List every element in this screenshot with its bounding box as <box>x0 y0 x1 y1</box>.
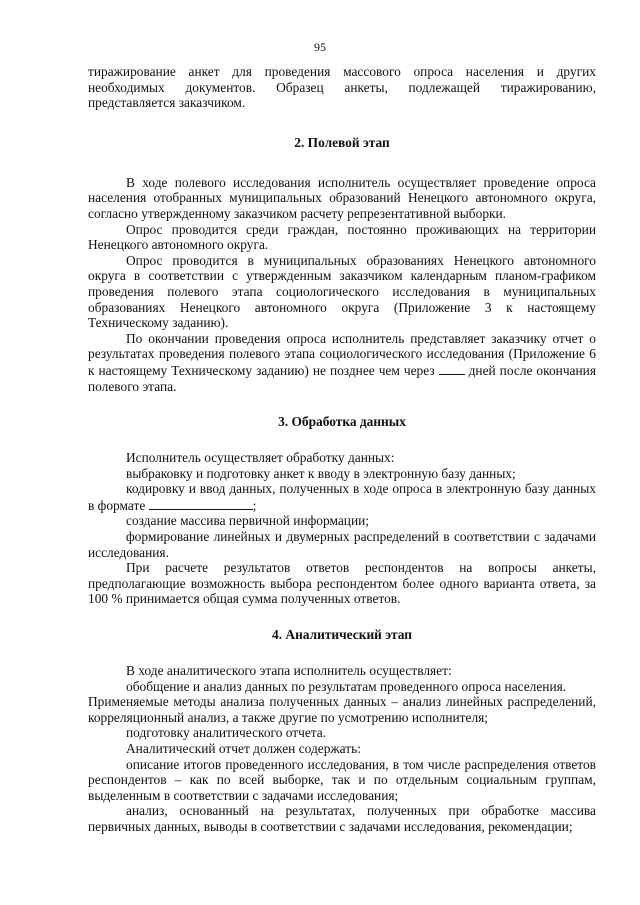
section-title-field-stage: 2. Полевой этап <box>294 134 390 150</box>
field-stage-paragraph-4-start: По окончании проведения опроса исполнитель представляет заказчику отчет о результатах проведения полевого этапа социологического исследования (Приложение 6 к настоящему Техническому заданию) не позднее чем через <box>88 330 596 378</box>
processing-paragraph-4: создание массива первичной информации; <box>126 513 370 529</box>
processing-paragraph-6: При расчете результатов ответов респондентов на вопросы анкеты, предполагающие возможность выбора респондентом более одного варианта ответа, за 100 % принимается общая сумма полученных ответов. <box>88 560 596 607</box>
analytical-paragraph-2: обобщение и анализ данных по результатам проведенного опроса населения. <box>126 678 567 694</box>
analytical-paragraph-7: анализ, основанный на результатах, полученных при обработке массива первичных данных, выводы в соответствии с задачами исследования, рекомендации; <box>88 803 596 834</box>
field-stage-paragraph-1: В ходе полевого исследования исполнитель осуществляет проведение опроса населения отобранных муниципальных образований Ненецкого автономного округа, согласно утвержденному заказчиком расчету репрезентативной выборки. <box>88 174 596 221</box>
intro-paragraph: тиражирование анкет для проведения массового опроса населения и других необходимых документов. Образец анкеты, подлежащей тиражированию, представляется заказчиком. <box>88 64 596 111</box>
field-stage-paragraph-4 <box>88 331 596 394</box>
analytical-paragraph-4: подготовку аналитического отчета. <box>126 725 327 741</box>
document-body <box>88 64 596 835</box>
blank-format-field <box>149 497 253 510</box>
field-stage-paragraph-2: Опрос проводится среди граждан, постоянно проживающих на территории Ненецкого автономного округа. <box>88 221 596 253</box>
field-stage-paragraph-3: Опрос проводится в муниципальных образованиях Ненецкого автономного округа в соответствии с утвержденным заказчиком календарным планом-графиком проведения полевого этапа социологического исследования в муниципальных образованиях Ненецкого автономного округа (Приложение 3 к настоящему Техническому заданию). <box>88 252 596 331</box>
analytical-paragraph-1: В ходе аналитического этапа исполнитель осуществляет: <box>126 663 452 679</box>
processing-paragraph-3-start: кодировку и ввод данных, полученных в ходе опроса в электронную базу данных в формате <box>88 481 596 513</box>
processing-paragraph-3 <box>88 481 596 513</box>
page-number: 95 <box>314 40 326 54</box>
analytical-paragraph-6: описание итогов проведенного исследования, в том числе распределения ответов респондентов – как по всей выборке, так и по отдельным социальным группам, выделенным в соответствии с задачами исследования; <box>88 756 596 803</box>
processing-paragraph-5: формирование линейных и двумерных распределений в соответствии с задачами исследования. <box>88 529 596 560</box>
processing-paragraph-2: выбраковку и подготовку анкет к вводу в электронную базу данных; <box>126 465 516 481</box>
blank-days-field <box>439 362 465 375</box>
analytical-paragraph-3: Применяемые методы анализа полученных данных – анализ линейных распределений, корреляционный анализ, а также другие по усмотрению исполнителя; <box>88 694 596 725</box>
processing-paragraph-3-end: ; <box>252 497 257 513</box>
analytical-paragraph-5: Аналитический отчет должен содержать: <box>126 741 361 756</box>
section-title-analytical-stage: 4. Аналитический этап <box>272 627 412 643</box>
processing-paragraph-1: Исполнитель осуществляет обработку данных: <box>126 450 395 466</box>
section-title-data-processing: 3. Обработка данных <box>278 414 406 430</box>
field-stage-paragraph-4-end: дней после окончания полевого этапа. <box>88 362 596 394</box>
